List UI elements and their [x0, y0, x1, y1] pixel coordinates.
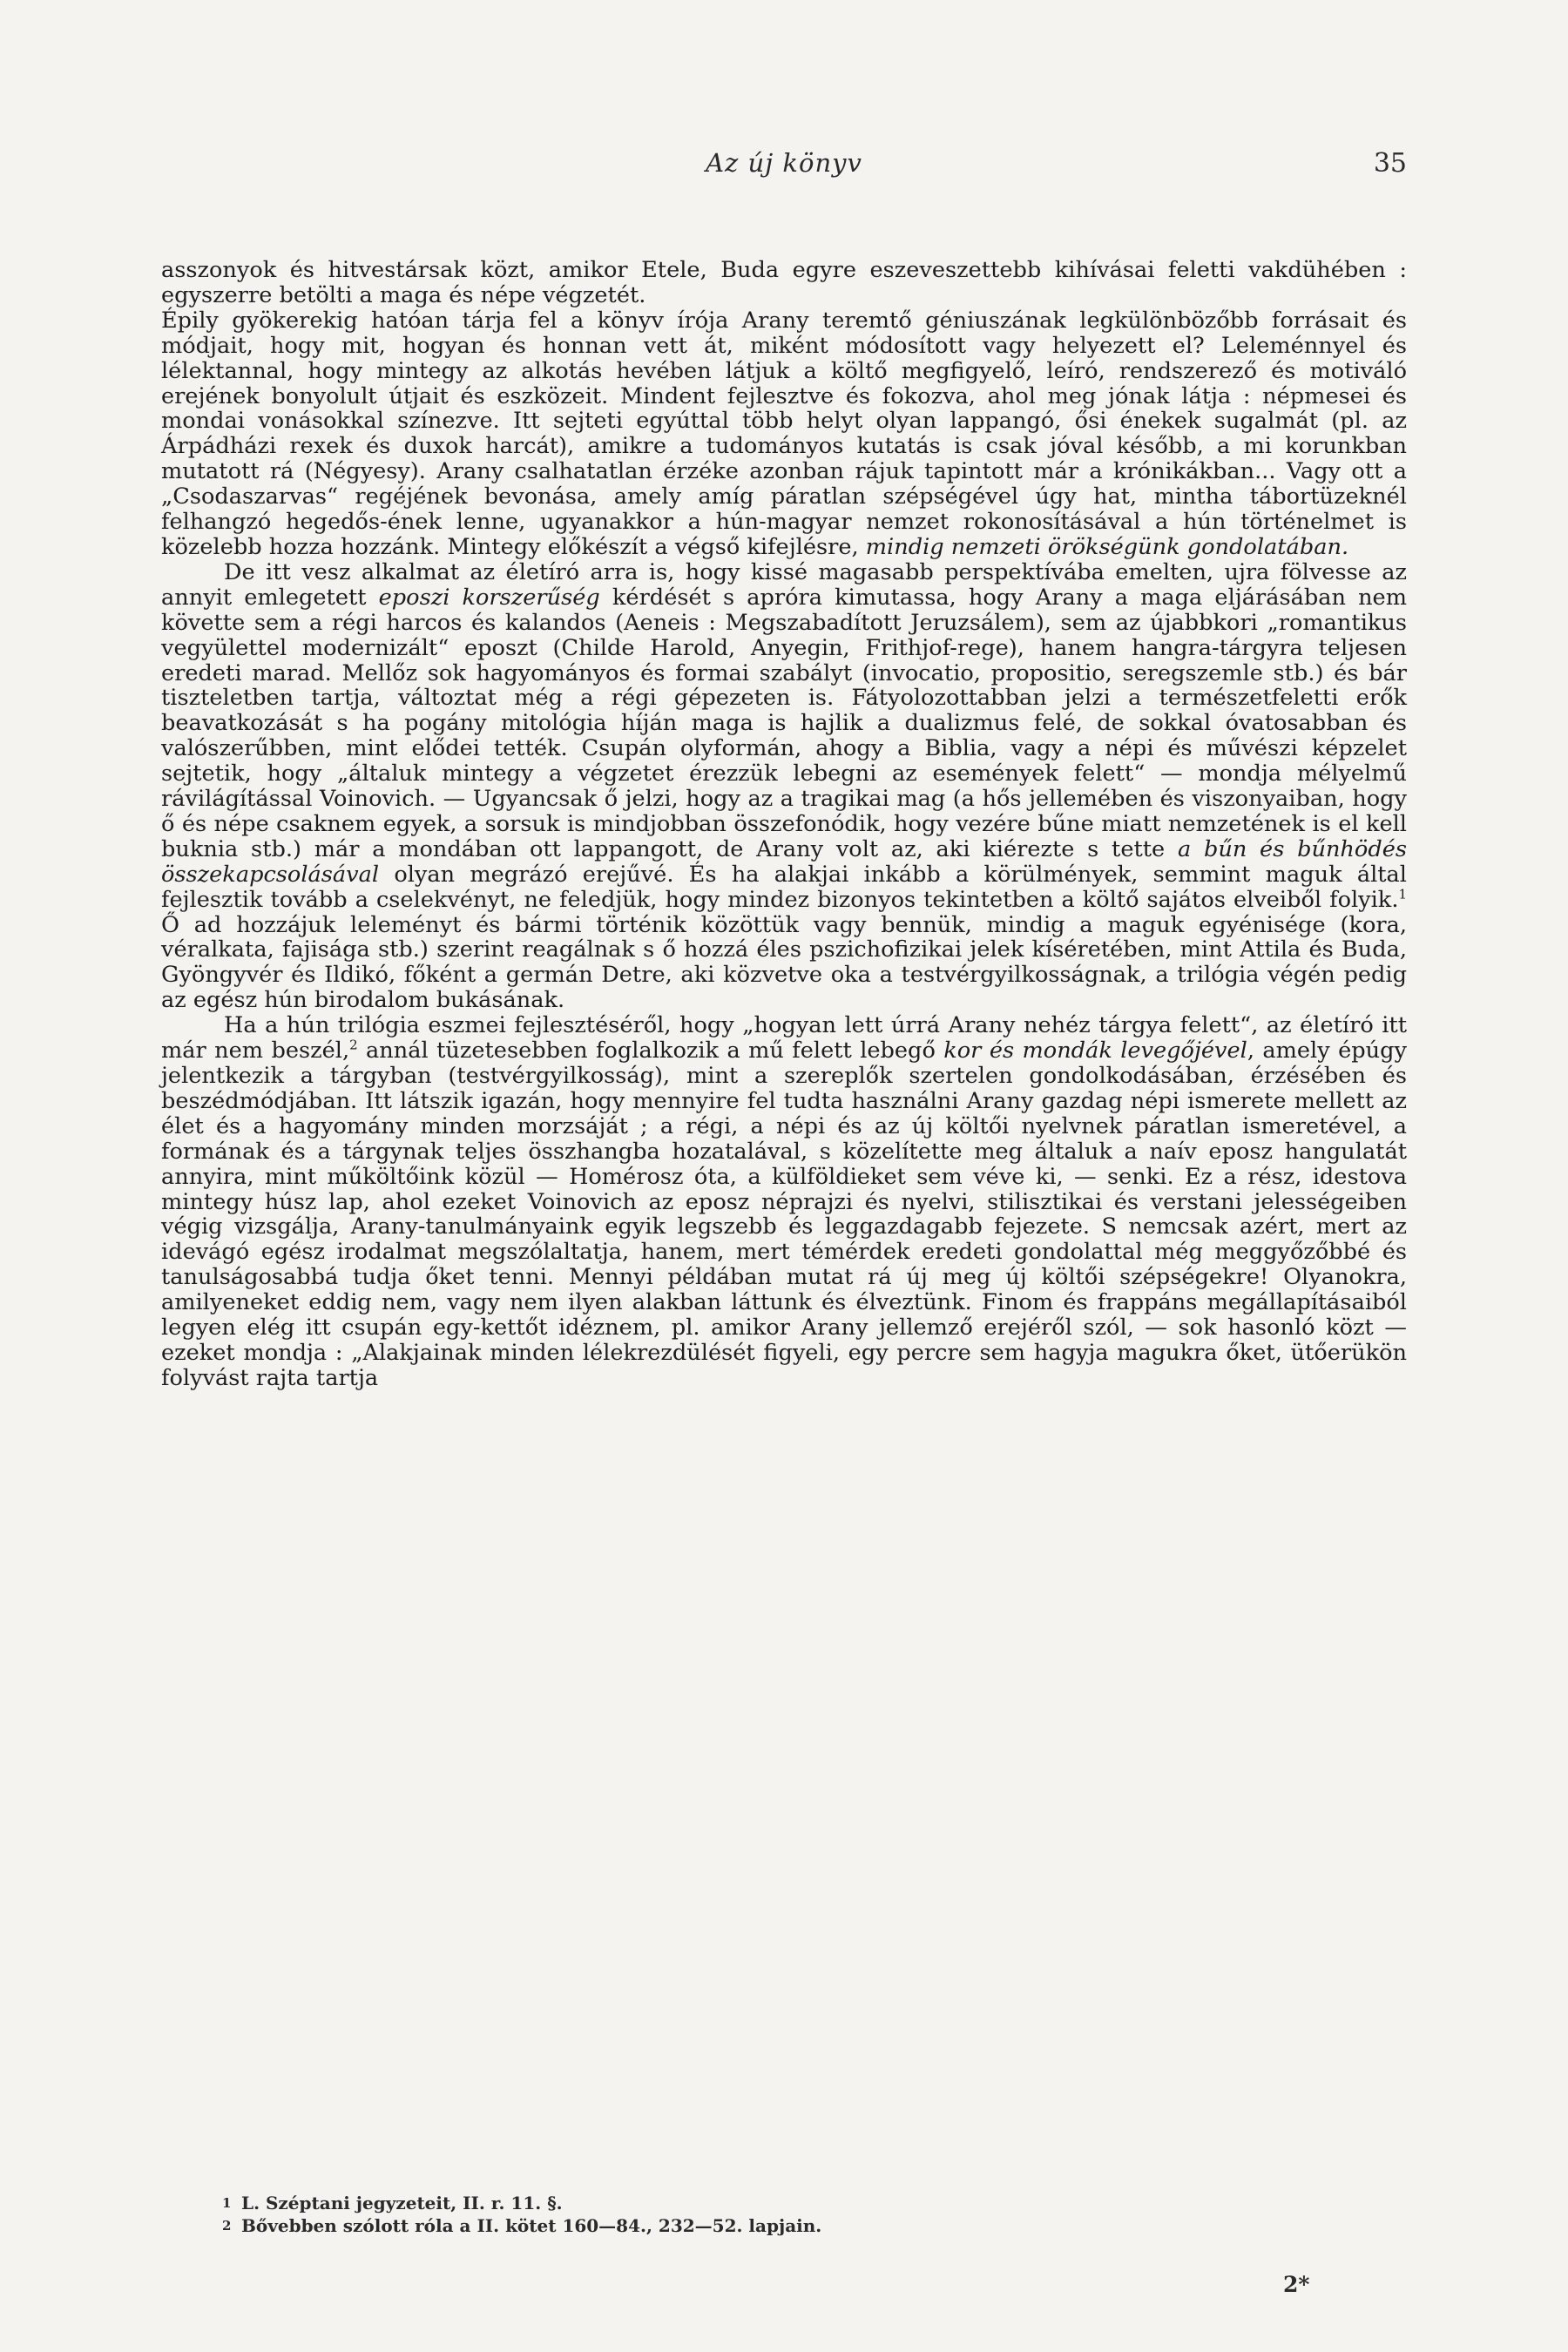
italic-phrase: mindig nemzeti örökségünk gondolatában.: [865, 533, 1349, 560]
footnote: [222, 2214, 1355, 2237]
text-run: Ő ad hozzájuk leleményt és bármi történik közöttük vagy bennük, mindig a maguk egyénisége (kora, véralkata, fajisága stb.) szerint reagálnak s ő hozzá éles pszichofizikai jelek kíséretében, mint Attila és Buda, Gyöngyvér és Ildikó, főként a germán Detre, aki közvetve oka a testvérgyilkosságnak, a trilógia végén pedig az egész hún birodalom bukásának.: [161, 911, 1407, 1014]
body-text: [161, 258, 1407, 1391]
paragraph: [161, 560, 1407, 1013]
text-run: annál tüzetesebben foglalkozik a mű felett lebegő: [357, 1037, 944, 1064]
paragraph: [161, 1013, 1407, 1391]
footnote-mark: 2: [222, 2218, 232, 2234]
sheet-signature: 2*: [1283, 2272, 1310, 2297]
paragraph: [161, 308, 1407, 560]
text-run: olyan megrázó erejűvé. És ha alakjai inkább a körülmények, semmint maguk által fejlesztik tovább a cselekvényt, ne feledjük, hogy mindez bizonyos tekintetben a költő sajátos elveiből folyik.: [161, 861, 1407, 913]
text-run: , amely épúgy jelentkezik a tárgyban (testvérgyilkosság), mint a szereplők szertelen gondolkodásában, érzésében és beszédmódjában. Itt látszik igazán, hogy mennyire fel tudta használni Arany gazdag népi ismerete mellett az élet és a hagyomány minden morzsáját ; a régi, a népi és az új költői nyelvnek páratlan ismeretével, a formának és a tárgynak teljes összhangba hozatalával, s közelítette meg általuk a naív eposz hangulatát annyira, mint műköltőink közül — Homérosz óta, a külföldieket sem véve ki, — senki. Ez a rész, idestova mintegy húsz lap, ahol ezeket Voinovich az eposz néprajzi és nyelvi, stilisztikai és verstani jelességeiben végig vizsgálja, Arany-tanulmányaink egyik legszebb és leggazdagabb fejezete. S nemcsak azért, mert az idevágó egész irodalmat megszólaltatja, hanem, mert témérdek eredeti gondolattal még meggyőzőbbé és tanulságosabbá tudja őket tenni. Mennyi példában mutat rá új meg új költői szépségekre! Olyanokra, amilyeneket eddig nem, vagy nem ilyen alakban láttunk és élveztünk. Finom és frappáns megállapításaiból legyen elég itt csupán egy-kettőt idéznem, pl. amikor Arany jellemző erejéről szól, — sok hasonló közt — ezeket mondja : „Alakjainak minden lélekrezdülését figyeli, egy percre sem hagyja magukra őket, ütőerükön folyvást rajta tartja: [161, 1037, 1407, 1391]
text-run: Épily gyökerekig hatóan tárja fel a könyv írója Arany teremtő géniuszának legkülönbözőbb forrásait és módjait, hogy mit, hogyan és honnan vett át, miként módosított vagy helyezett el? Leleménnyel és lélektannal, hogy mintegy az alkotás hevében látjuk a költő megfigyelő, leíró, rendszerező és motiváló erejének bonyolult útjait és eszközeit. Mindent fejlesztve és fokozva, ahol meg jónak látja : népmesei és mondai vonásokkal színezve. Itt sejteti egyúttal több helyt olyan lappangó, ősi énekek sugalmát (pl. az Árpádházi rexek és duxok harcát), amikre a tudományos kutatás is csak jóval később, a mi korunkban mutatott rá (Négyesy). Arany csalhatatlan érzéke azonban rájuk tapintott már a krónikákban... Vagy ott a „Csodaszarvas“ regéjének bevonása, amely amíg páratlan szépségével úgy hat, mintha tábortüzeknél felhangzó hegedős-ének lenne, ugyanakkor a hún-magyar nemzet rokonosításával a hún történelmet is közelebb hozza hozzánk. Mintegy előkészít a végső kifejlésre,: [161, 307, 1407, 560]
running-title: Az új könyv: [706, 148, 862, 178]
footnote-reference: 1: [1398, 886, 1407, 902]
text-run: Ha a hún trilógia eszmei fejlesztéséről, hogy „hogyan lett úrrá Arany nehéz tárgya felett“, az életíró itt már nem beszél,: [161, 1012, 1407, 1064]
footnote-reference: 2: [349, 1037, 358, 1053]
italic-phrase: eposzi korszerűség: [378, 584, 600, 611]
footnotes: [222, 2192, 1355, 2237]
footnote-text: L. Széptani jegyzeteit, II. r. 11. §.: [241, 2193, 563, 2213]
text-run: De itt vesz alkalmat az életíró arra is, hogy kissé magasabb perspektívába emelten, ujra fölvesse az annyit emlegetett: [161, 558, 1407, 611]
text-run: asszonyok és hitvestársak közt, amikor Etele, Buda egyre eszeveszettebb kihívásai feletti vakdühében : egyszerre betölti a maga és népe végzetét.: [161, 257, 1407, 308]
italic-phrase: a bűn és bűnhödés összekapcsolásával: [161, 835, 1407, 888]
text-run: kérdését s apróra kimutassa, hogy Arany a maga eljárásában nem követte sem a régi harcos és kalandos (Aeneis : Megszabadított Jeruzsálem), sem az újabbkori „romantikus vegyülettel modernizált“ eposzt (Childe Harold, Anyegin, Frithjof-rege), hanem hangra-tárgyra teljesen eredeti marad. Mellőz sok hagyományos és formai szabályt (invocatio, propositio, seregszemle stb.) és bár tiszteletben tartja, változtat még a régi gépezeten is. Fátyolozottabban jelzi a természetfeletti erők beavatkozását s ha pogány mitológia híján maga is hajlik a dualizmus felé, de sokkal óvatosabban és valószerűbben, mint elődei tették. Csupán olyformán, ahogy a Biblia, vagy a népi és művészi képzelet sejtetik, hogy „általuk mintegy a végzetet érezzük lebegni az események felett“ — mondja mélyelmű rávilágítással Voinovich. — Ugyancsak ő jelzi, hogy az a tragikai mag (a hős jellemében és viszonyaiban, hogy ő és népe csaknem egyek, a sorsuk is mindjobban összefonódik, hogy vezére bűne miatt nemzetének is el kell buknia stb.) már a mondában ott lappangott, de Arany volt az, aki kiérezte s tette: [161, 584, 1407, 862]
running-head: [161, 148, 1407, 183]
footnote-text: Bővebben szólott róla a II. kötet 160—84., 232—52. lapjain.: [241, 2215, 822, 2236]
footnote: [222, 2192, 1355, 2214]
page-number: 35: [1373, 148, 1407, 179]
italic-phrase: kor és mondák levegőjével: [943, 1037, 1247, 1064]
footnote-mark: 1: [222, 2195, 232, 2211]
paragraph: [161, 258, 1407, 308]
